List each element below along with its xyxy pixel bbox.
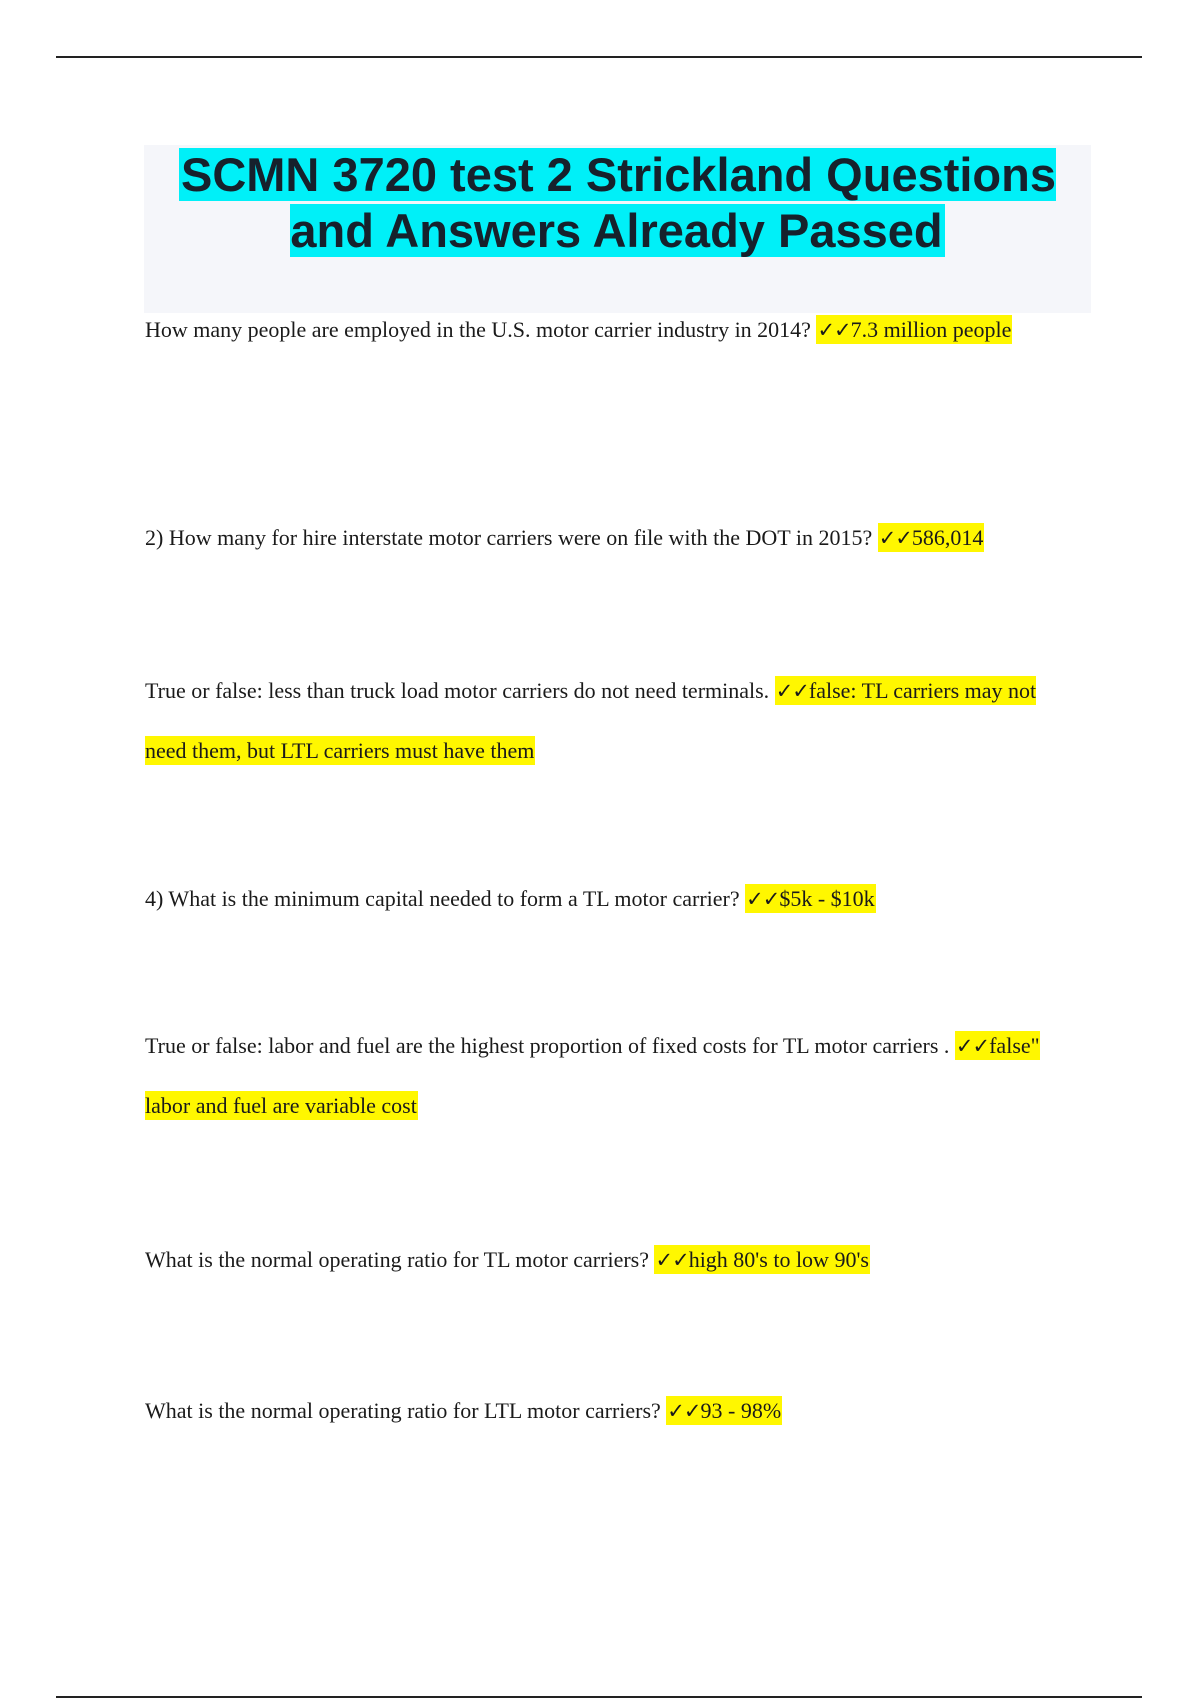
top-rule	[56, 56, 1142, 58]
answer-text: 93 - 98%	[700, 1398, 782, 1423]
qa-item-5	[145, 1016, 1075, 1136]
double-check-icon: ✓✓	[775, 679, 809, 703]
document-title: SCMN 3720 test 2 Strickland Questions and Answers Already Passed	[180, 148, 1056, 257]
qa-item-2	[145, 508, 1075, 568]
double-check-icon: ✓✓	[655, 1248, 689, 1272]
question-text: 4) What is the minimum capital needed to form a TL motor carrier?	[145, 886, 740, 911]
double-check-icon: ✓✓	[746, 887, 780, 911]
double-check-icon: ✓✓	[817, 318, 851, 342]
answer-text: 7.3 million people	[850, 317, 1012, 342]
double-check-icon: ✓✓	[667, 1399, 701, 1423]
question-text: True or false: labor and fuel are the highest proportion of fixed costs for TL motor carriers .	[145, 1033, 950, 1058]
answer-text: high 80's to low 90's	[688, 1247, 869, 1272]
answer-highlight	[654, 1245, 869, 1274]
answer-text: false" labor and fuel are variable cost	[145, 1033, 1040, 1118]
qa-item-1	[145, 300, 1075, 360]
answer-text: 586,014	[911, 525, 984, 550]
question-text: 2) How many for hire interstate motor carriers were on file with the DOT in 2015?	[145, 525, 873, 550]
answer-highlight	[816, 315, 1012, 344]
bottom-rule	[56, 1696, 1142, 1698]
question-text: True or false: less than truck load motor carriers do not need terminals.	[145, 678, 770, 703]
answer-highlight	[666, 1396, 782, 1425]
qa-item-3	[145, 661, 1075, 781]
question-text: How many people are employed in the U.S. motor carrier industry in 2014?	[145, 317, 811, 342]
qa-item-6	[145, 1230, 1075, 1290]
double-check-icon: ✓✓	[878, 526, 912, 550]
title-banner	[144, 145, 1091, 313]
qa-item-4	[145, 869, 1075, 929]
answer-highlight	[878, 523, 985, 552]
double-check-icon: ✓✓	[955, 1034, 990, 1058]
qa-item-7	[145, 1381, 1075, 1441]
question-text: What is the normal operating ratio for TL motor carriers?	[145, 1247, 649, 1272]
answer-text: $5k - $10k	[779, 886, 875, 911]
answer-highlight	[745, 884, 876, 913]
answer-text: false: TL carriers may not need them, but LTL carriers must have them	[145, 678, 1037, 763]
question-text: What is the normal operating ratio for LTL motor carriers?	[145, 1398, 661, 1423]
